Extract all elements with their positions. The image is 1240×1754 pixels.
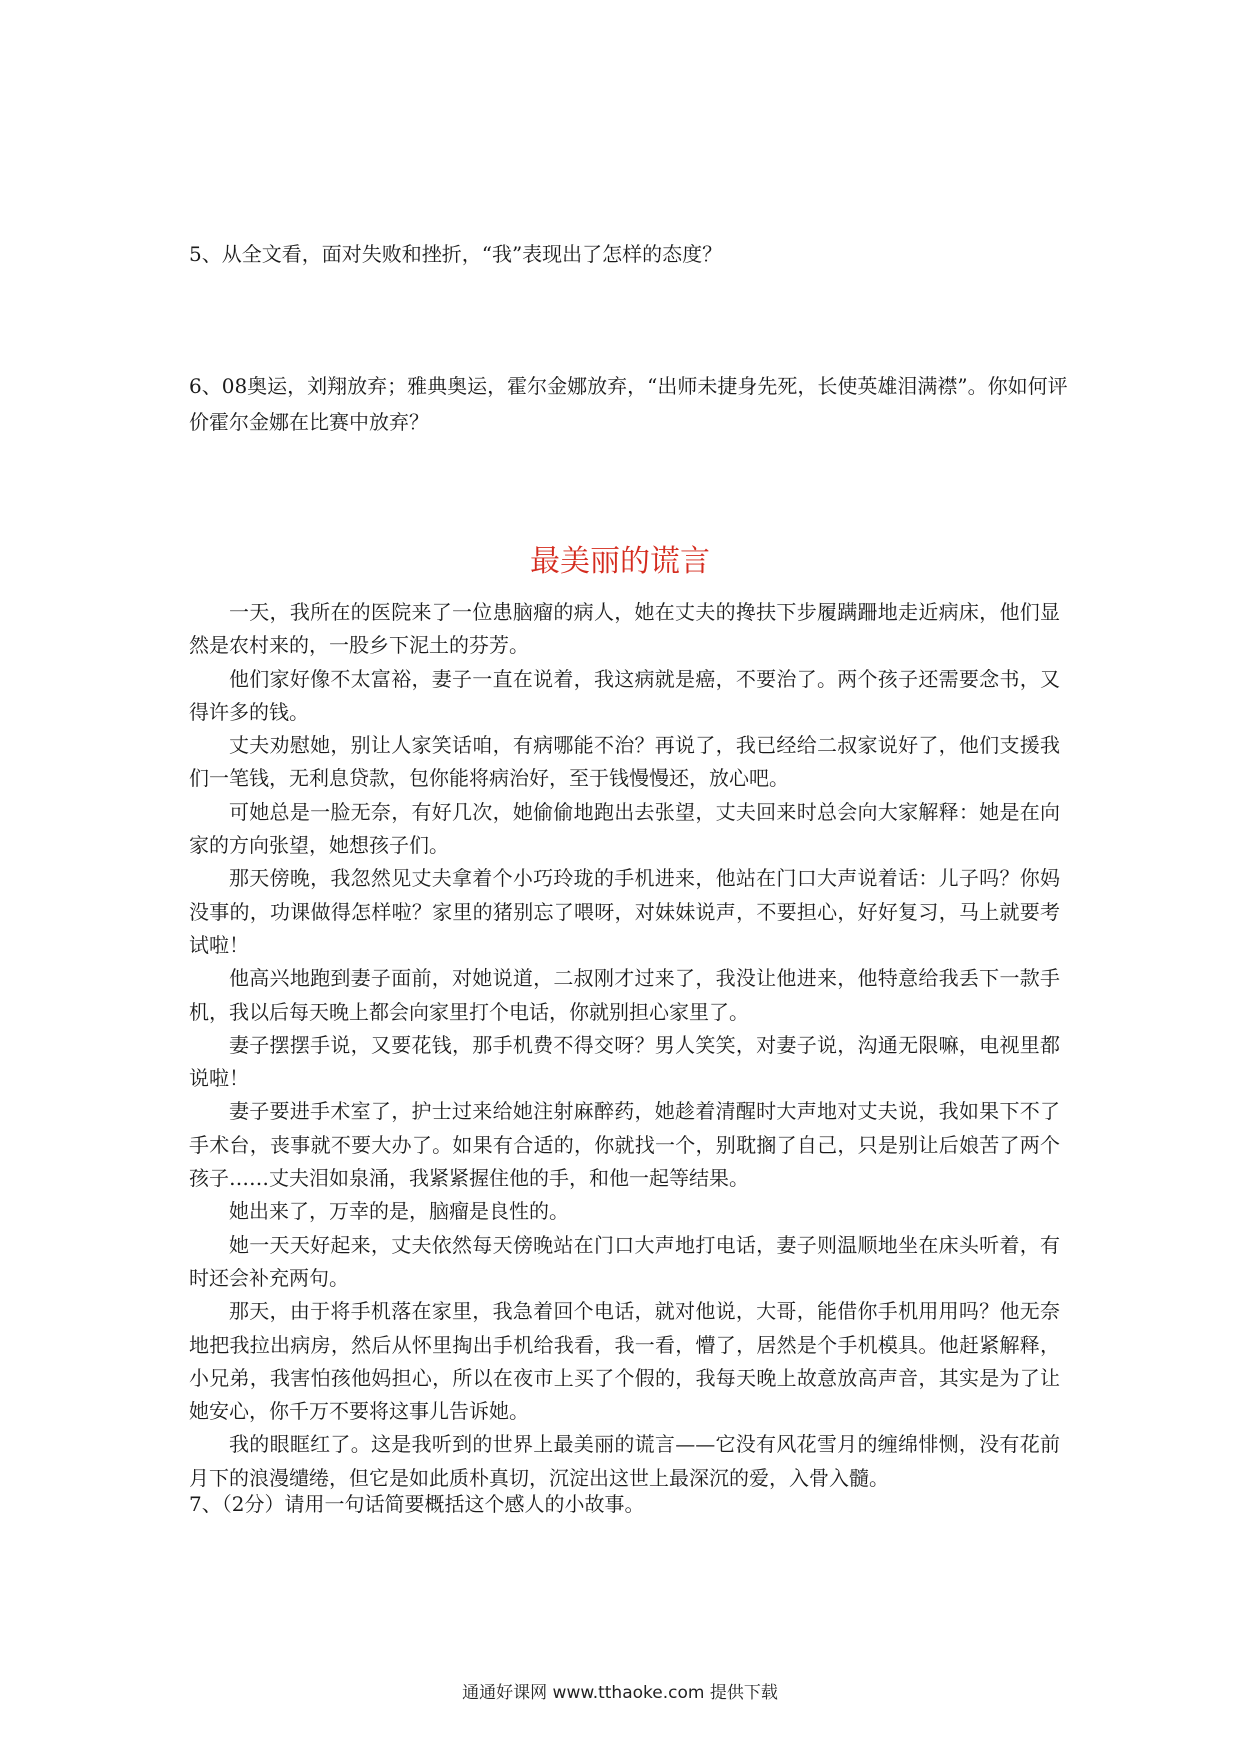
article-paragraph: 他高兴地跑到妻子面前，对她说道，二叔刚才过来了，我没让他进来，他特意给我丢下一款手机，我以后每天晚上都会向家里打个电话，你就别担心家里了。 bbox=[189, 966, 1060, 1024]
article-paragraph: 她出来了，万幸的是，脑瘤是良性的。 bbox=[229, 1199, 569, 1224]
article-paragraph: 一天，我所在的医院来了一位患脑瘤的病人，她在丈夫的搀扶下步履蹒跚地走近病床，他们显然是农村来的，一股乡下泥土的芬芳。 bbox=[189, 600, 1060, 658]
article-paragraph: 她一天天好起来，丈夫依然每天傍晚站在门口大声地打电话，妻子则温顺地坐在床头听着，有时还会补充两句。 bbox=[189, 1232, 1060, 1290]
article-paragraph: 丈夫劝慰她，别让人家笑话咱，有病哪能不治？再说了，我已经给二叔家说好了，他们支援我们一笔钱，无利息贷款，包你能将病治好，至于钱慢慢还，放心吧。 bbox=[189, 733, 1060, 791]
question-7: 7、（2分）请用一句话简要概括这个感人的小故事。 bbox=[189, 1492, 645, 1516]
question-6: 6、08奥运，刘翔放弃；雅典奥运，霍尔金娜放弃，“出师未捷身先死，长使英雄泪满襟”。你如何评价霍尔金娜在比赛中放弃？ bbox=[189, 374, 1068, 434]
article-paragraph: 他们家好像不太富裕，妻子一直在说着，我这病就是癌，不要治了。两个孩子还需要念书，又得许多的钱。 bbox=[189, 666, 1060, 724]
article-body bbox=[189, 596, 1060, 1495]
article-paragraph: 妻子要进手术室了，护士过来给她注射麻醉药，她趁着清醒时大声地对丈夫说，我如果下不了手术台，丧事就不要大办了。如果有合适的，你就找一个，别耽搁了自己，只是别让后娘苦了两个孩子……丈夫泪如泉涌，我紧紧握住他的手，和他一起等结果。 bbox=[189, 1099, 1060, 1191]
article-paragraph: 那天，由于将手机落在家里，我急着回个电话，就对他说，大哥，能借你手机用用吗？他无奈地把我拉出病房，然后从怀里掏出手机给我看，我一看，懵了，居然是个手机模具。他赶紧解释，小兄弟，我害怕孩他妈担心，所以在夜市上买了个假的，我每天晚上故意放高声音，其实是为了让她安心，你千万不要将这事儿告诉她。 bbox=[189, 1299, 1060, 1424]
article-paragraph: 妻子摆摆手说，又要花钱，那手机费不得交呀？男人笑笑，对妻子说，沟通无限嘛，电视里都说啦！ bbox=[189, 1032, 1060, 1091]
article-paragraph: 我的眼眶红了。这是我听到的世界上最美丽的谎言——它没有风花雪月的缠绵悱恻，没有花前月下的浪漫缱绻，但它是如此质朴真切，沉淀出这世上最深沉的爱，入骨入髓。 bbox=[189, 1432, 1060, 1490]
article-paragraph: 那天傍晚，我忽然见丈夫拿着个小巧玲珑的手机进来，他站在门口大声说着话：儿子吗？你妈没事的，功课做得怎样啦？家里的猪别忘了喂呀，对妹妹说声，不要担心，好好复习，马上就要考试啦！ bbox=[189, 866, 1060, 957]
page-footer: 通通好课网 www.tthaoke.com 提供下载 bbox=[462, 1683, 778, 1703]
article-paragraph: 可她总是一脸无奈，有好几次，她偷偷地跑出去张望，丈夫回来时总会向大家解释：她是在向家的方向张望，她想孩子们。 bbox=[189, 799, 1060, 858]
question-5: 5、从全文看，面对失败和挫折，“我”表现出了怎样的态度？ bbox=[189, 242, 723, 266]
article-title: 最美丽的谎言 bbox=[530, 544, 710, 579]
